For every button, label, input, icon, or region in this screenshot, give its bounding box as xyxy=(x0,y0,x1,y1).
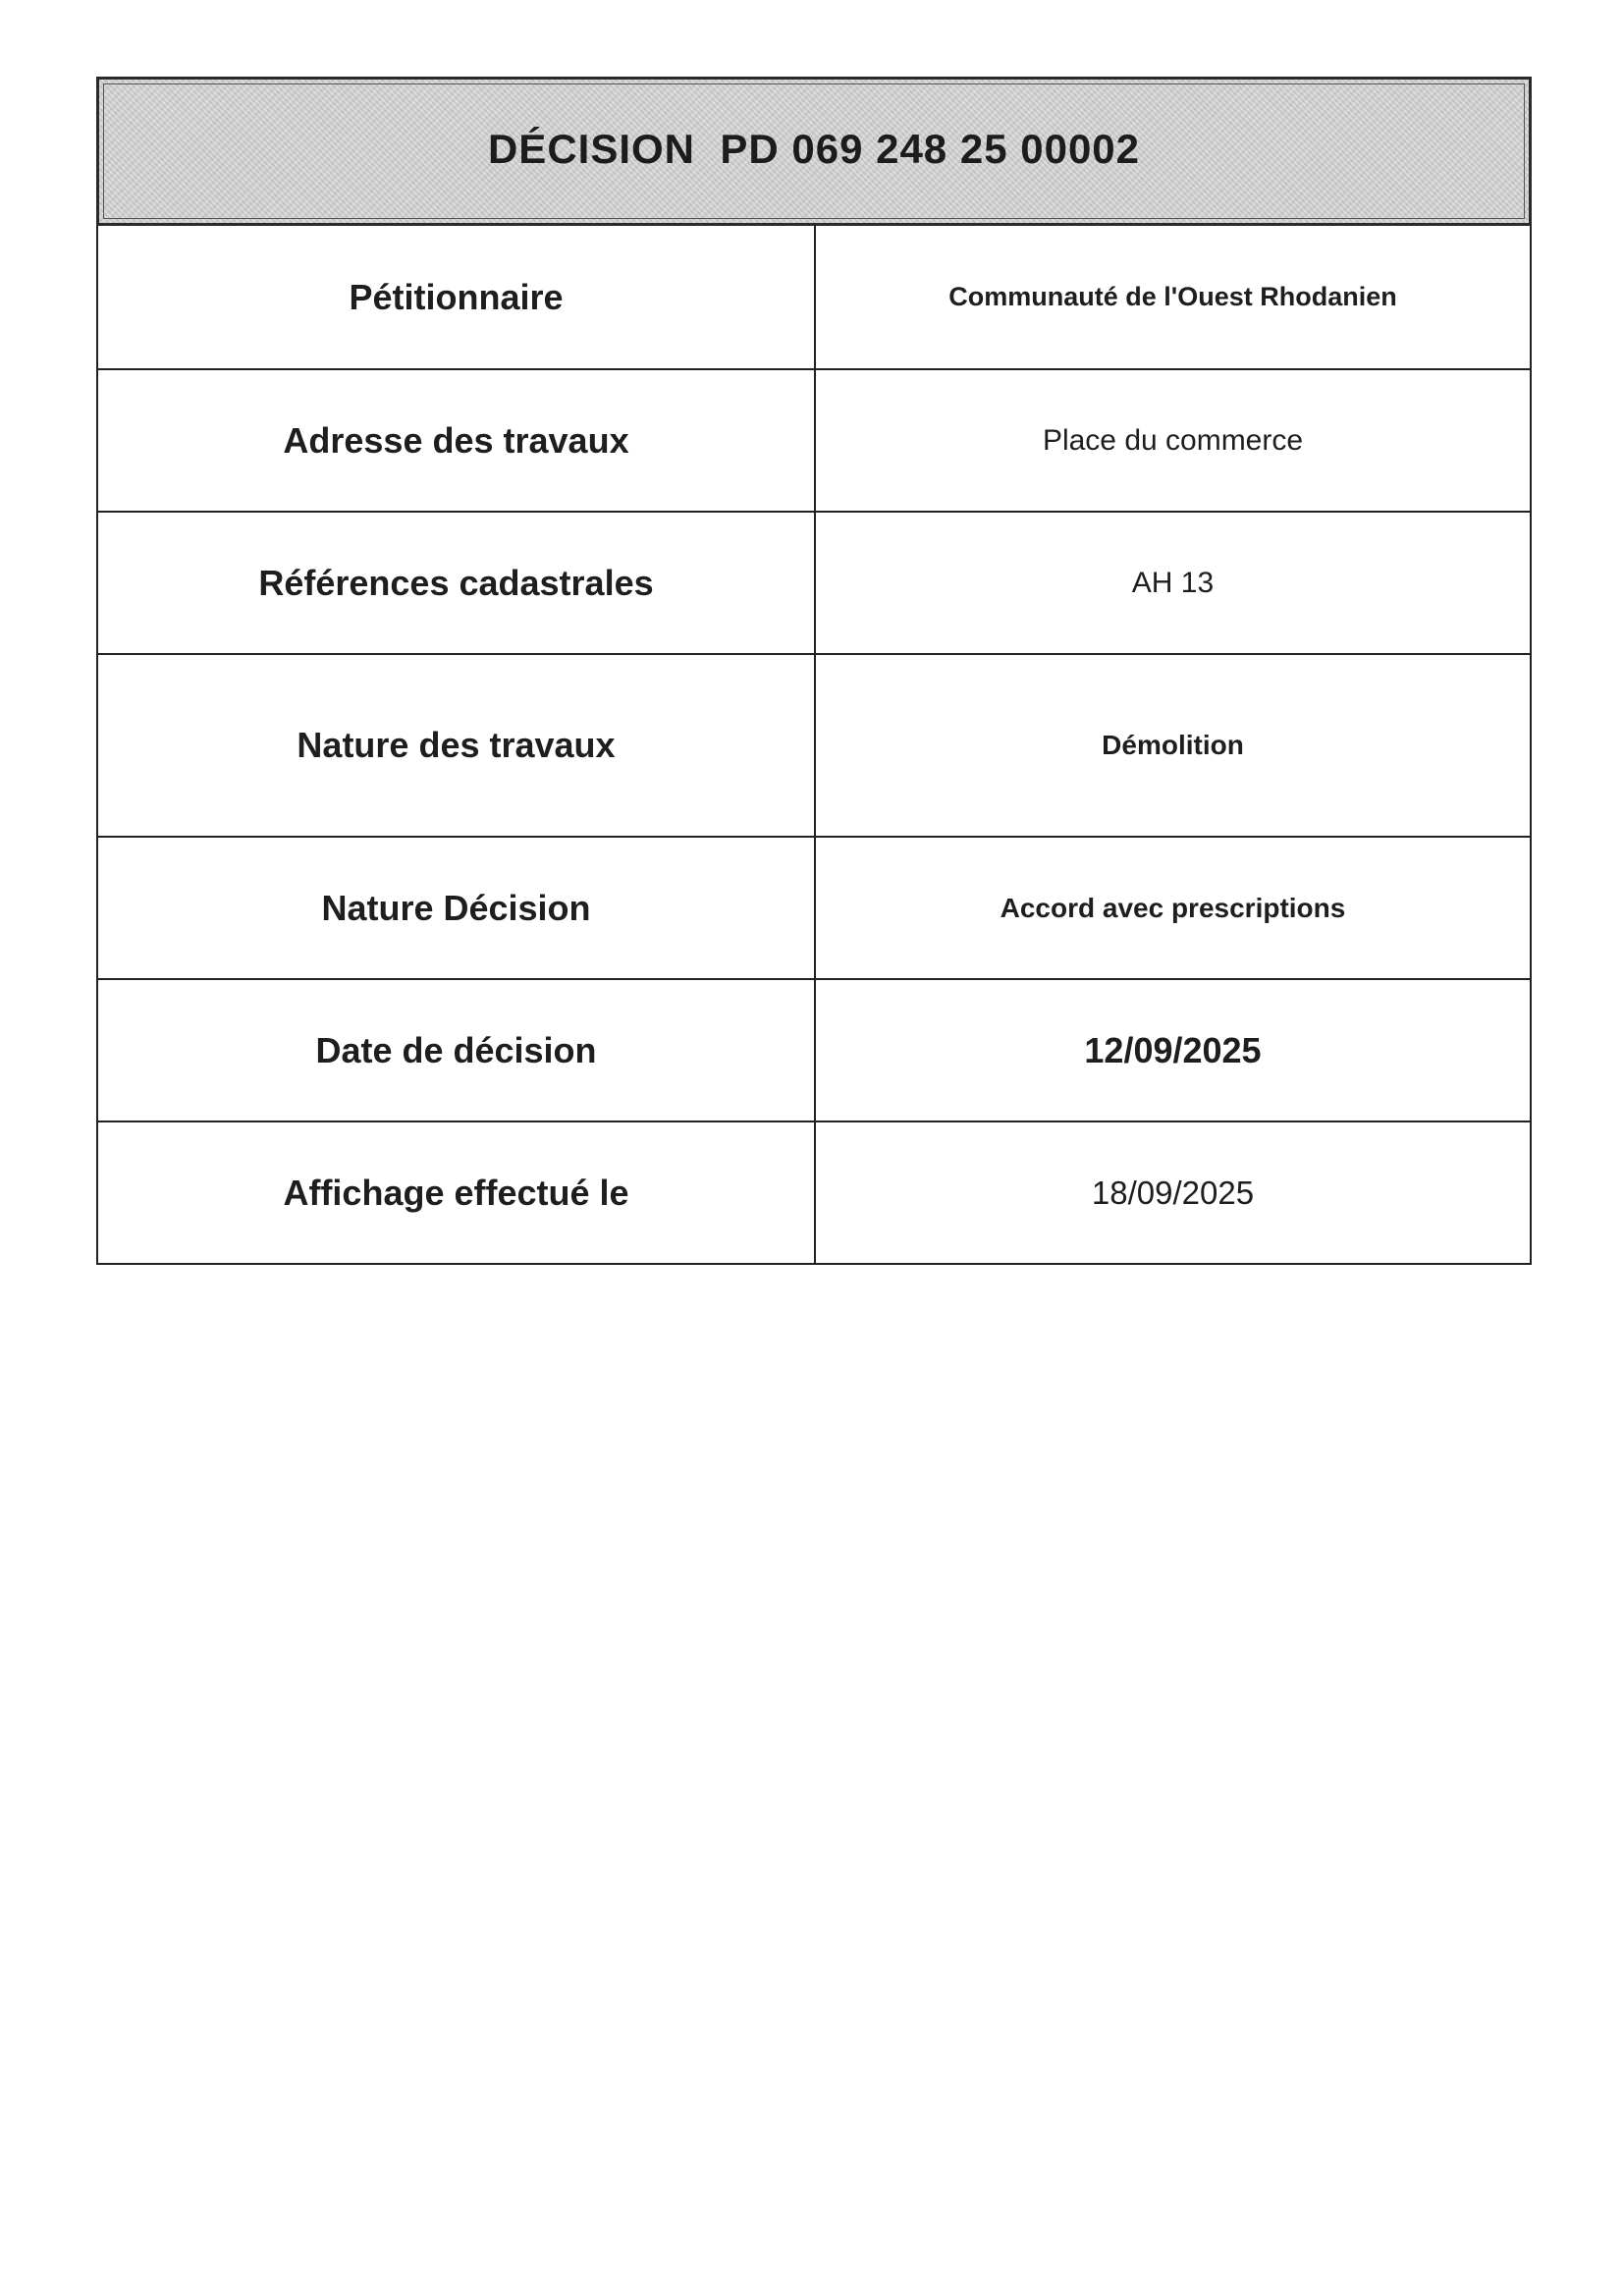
row-value: Démolition xyxy=(1102,730,1244,760)
row-label: Adresse des travaux xyxy=(98,370,816,511)
row-value: AH 13 xyxy=(1131,566,1215,599)
row-label: Références cadastrales xyxy=(98,513,816,653)
row-label: Date de décision xyxy=(98,980,816,1121)
row-value: Accord avec prescriptions xyxy=(1000,892,1346,923)
document-title: DÉCISION PD 069 248 25 00002 xyxy=(487,126,1141,172)
table-row-references xyxy=(98,511,1530,653)
title-banner xyxy=(96,77,1532,226)
row-label: Pétitionnaire xyxy=(98,226,816,368)
row-value: 12/09/2025 xyxy=(1084,1029,1262,1070)
table-row-adresse xyxy=(98,368,1530,511)
row-value: Place du commerce xyxy=(1042,423,1304,457)
table-row-nature-decision xyxy=(98,836,1530,978)
row-label: Affichage effectué le xyxy=(98,1122,816,1263)
row-label: Nature des travaux xyxy=(98,655,816,836)
row-value: Communauté de l'Ouest Rhodanien xyxy=(948,282,1397,311)
table-row-affichage xyxy=(98,1121,1530,1263)
row-label: Nature Décision xyxy=(98,838,816,978)
row-value: 18/09/2025 xyxy=(1091,1174,1255,1211)
decision-table xyxy=(96,226,1532,1265)
table-row-petitionnaire xyxy=(98,226,1530,368)
table-row-date-decision xyxy=(98,978,1530,1121)
table-row-nature-travaux xyxy=(98,653,1530,836)
